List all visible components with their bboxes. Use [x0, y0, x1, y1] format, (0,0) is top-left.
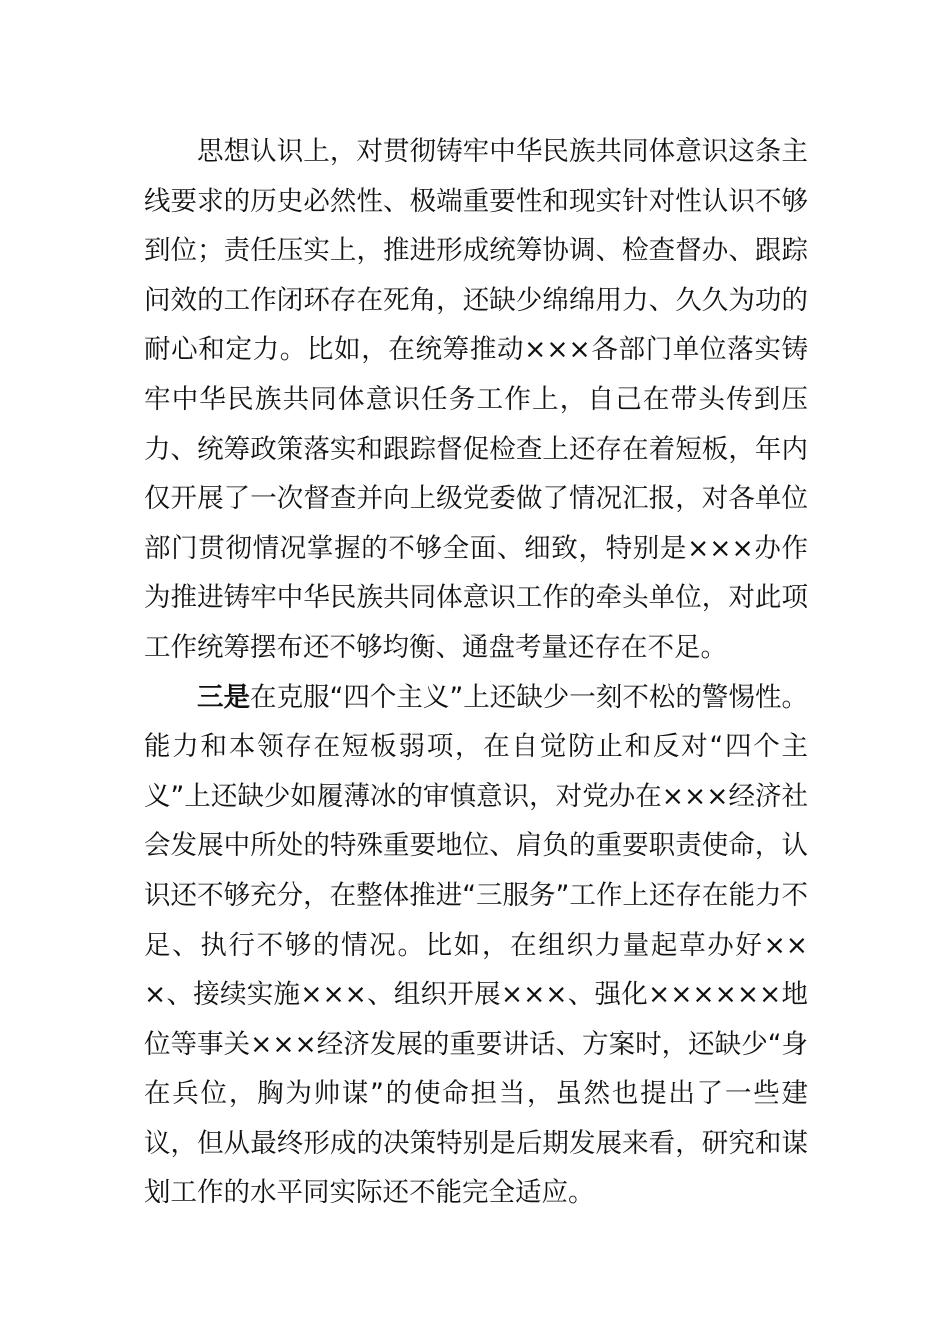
document-body	[144, 127, 808, 1218]
paragraph-point-three	[144, 673, 808, 1219]
paragraph-thinking-awareness	[144, 127, 808, 673]
paragraph-lead: 三是	[197, 681, 251, 713]
paragraph-text: 思想认识上，对贯彻铸牢中华民族共同体意识这条主线要求的历史必然性、极端重要性和现实针对性认识不够到位；责任压实上，推进形成统筹协调、检查督办、跟踪问效的工作闭环存在死角，还缺少绵绵用力、久久为功的耐心和定力。比如，在统筹推动×××各部门单位落实铸牢中华民族共同体意识任务工作上，自己在带头传到压力、统筹政策落实和跟踪督促检查上还存在着短板，年内仅开展了一次督查并向上级党委做了情况汇报，对各单位部门贯彻情况掌握的不够全面、细致，特别是×××办作为推进铸牢中华民族共同体意识工作的牵头单位，对此项工作统筹摆布还不够均衡、通盘考量还存在不足。	[144, 136, 808, 663]
paragraph-text: 在克服“四个主义”上还缺少一刻不松的警惕性。能力和本领存在短板弱项，在自觉防止和反对“四个主义”上还缺少如履薄冰的审慎意识，对党办在×××经济社会发展中所处的特殊重要地位、肩负的重要职责使命，认识还不够充分，在整体推进“三服务”工作上还存在能力不足、执行不够的情况。比如，在组织力量起草办好×××、接续实施×××、组织开展×××、强化××××××地位等事关×××经济发展的重要讲话、方案时，还缺少“身在兵位，胸为帅谋”的使命担当，虽然也提出了一些建议，但从最终形成的决策特别是后期发展来看，研究和谋划工作的水平同实际还不能完全适应。	[144, 681, 808, 1209]
